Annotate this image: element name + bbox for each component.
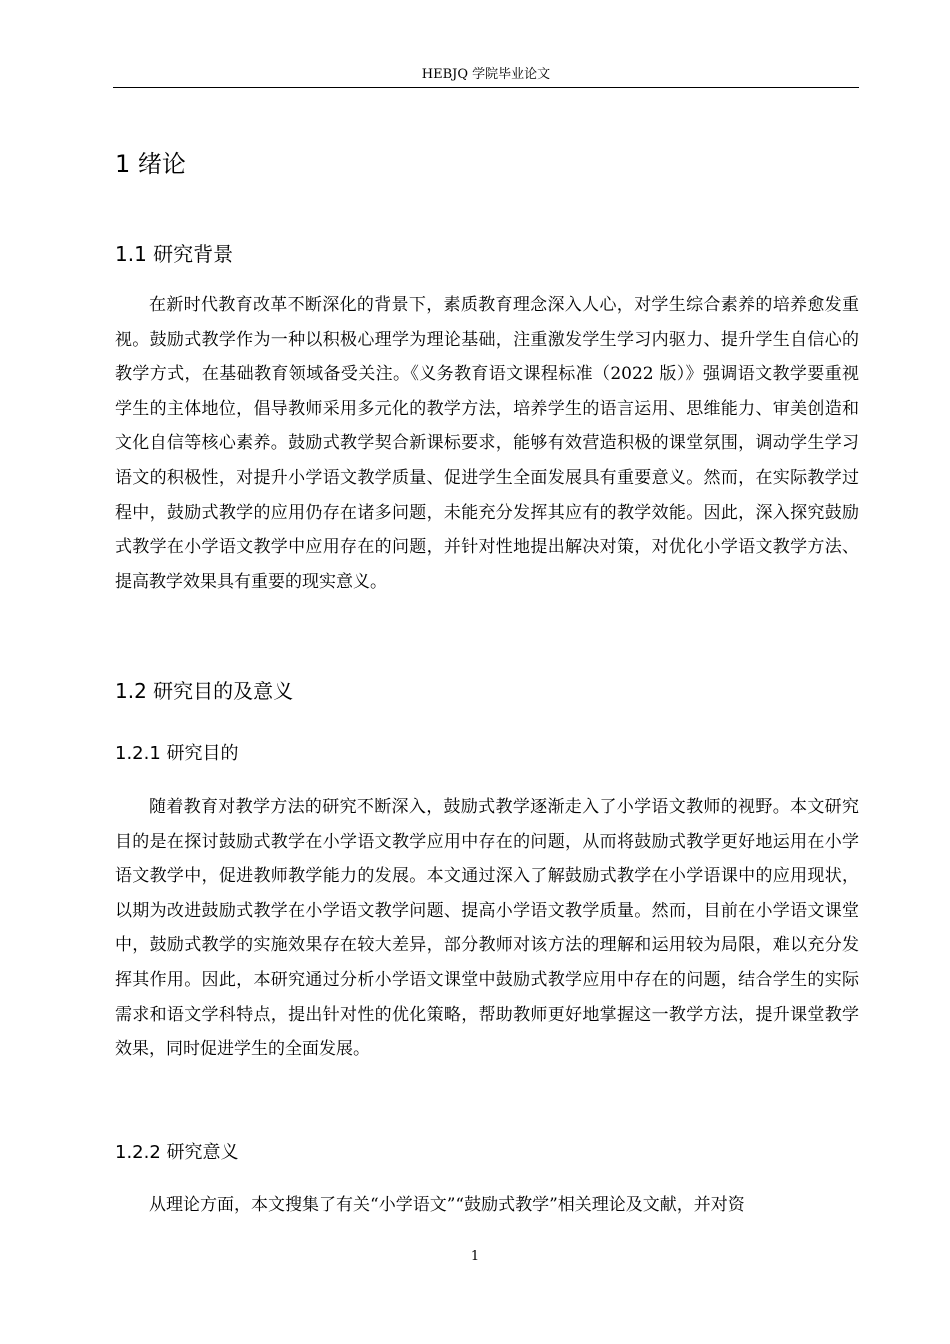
section-heading-1-1: 1.1 研究背景 [115, 242, 234, 266]
subsection-heading-1-2-1: 1.2.1 研究目的 [115, 743, 239, 764]
section-heading-1-2: 1.2 研究目的及意义 [115, 679, 294, 703]
subsection-heading-1-2-2: 1.2.2 研究意义 [115, 1142, 239, 1163]
page-number: 1 [470, 1249, 480, 1264]
chapter-title: 1 绪论 [115, 150, 186, 178]
header-divider [113, 87, 859, 88]
paragraph-research-background: 在新时代教育改革不断深化的背景下，素质教育理念深入人心，对学生综合素养的培养愈发重视。鼓励式教学作为一种以积极心理学为理论基础，注重激发学生学习内驱力、提升学生自信心的教学方式，在基础教育领域备受关注。《义务教育语文课程标准（2022 版）》强调语文教学要重视学生的主体地位，倡导教师采用多元化的教学方法，培养学生的语言运用、思维能力、审美创造和文化自信等核心素养。鼓励式教学契合新课标要求，能够有效营造积极的课堂氛围，调动学生学习语文的积极性，对提升小学语文教学质量、促进学生全面发展具有重要意义。然而，在实际教学过程中，鼓励式教学的应用仍存在诸多问题，未能充分发挥其应有的教学效能。因此，深入探究鼓励式教学在小学语文教学中应用存在的问题，并针对性地提出解决对策，对优化小学语文教学方法、提高教学效果具有重要的现实意义。 [115, 295, 859, 592]
paragraph-research-significance: 从理论方面，本文搜集了有关“小学语文”“鼓励式教学”相关理论及文献，并对资 [149, 1195, 745, 1215]
running-header: HEBJQ 学院毕业论文 [421, 67, 551, 82]
paragraph-research-purpose: 随着教育对教学方法的研究不断深入，鼓励式教学逐渐走入了小学语文教师的视野。本文研究目的是在探讨鼓励式教学在小学语文教学应用中存在的问题，从而将鼓励式教学更好地运用在小学语文教学中，促进教师教学能力的发展。本文通过深入了解鼓励式教学在小学语课中的应用现状，以期为改进鼓励式教学在小学语文教学问题、提高小学语文教学质量。然而，目前在小学语文课堂中，鼓励式教学的实施效果存在较大差异，部分教师对该方法的理解和运用较为局限，难以充分发挥其作用。因此，本研究通过分析小学语文课堂中鼓励式教学应用中存在的问题，结合学生的实际需求和语文学科特点，提出针对性的优化策略，帮助教师更好地掌握这一教学方法，提升课堂教学效果，同时促进学生的全面发展。 [115, 797, 859, 1060]
